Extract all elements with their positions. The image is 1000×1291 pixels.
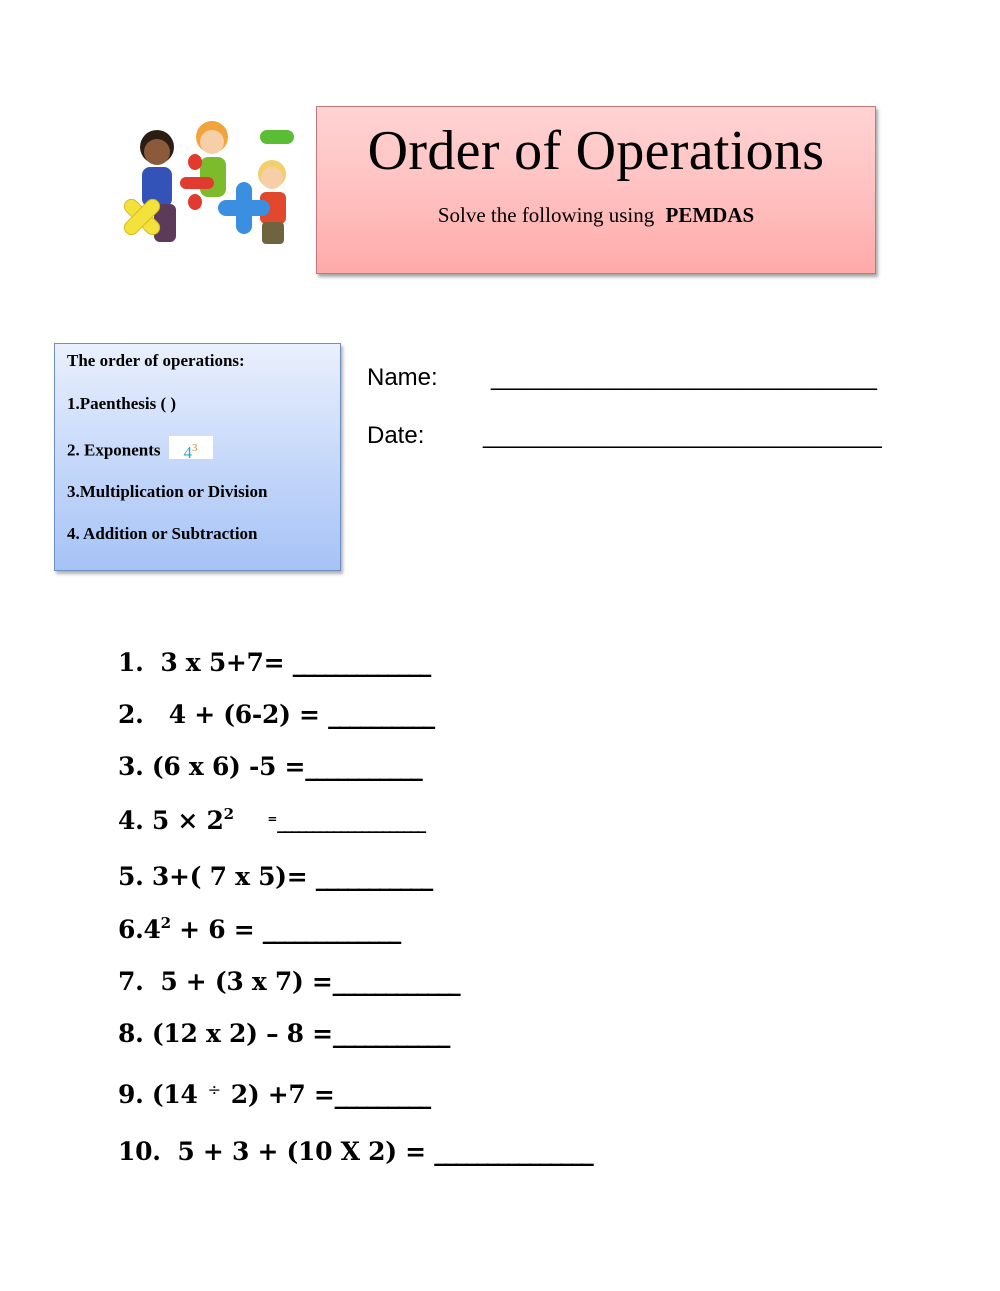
subtitle-emphasis: PEMDAS	[665, 203, 755, 227]
answer-blank[interactable]: _____________	[292, 648, 430, 677]
problem-10: 10. 5 + 3 + (10 X 2) = _______________	[118, 1137, 592, 1166]
rule-item-exponents	[67, 440, 213, 463]
kids-math-clipart	[112, 112, 312, 277]
order-of-operations-rules	[54, 343, 341, 571]
answer-blank[interactable]: ___________	[305, 752, 421, 781]
answer-blank[interactable]: ___________	[332, 1019, 449, 1048]
exponent-example: $4^3$	[169, 436, 213, 459]
subtitle-text: Solve the following using	[437, 203, 655, 227]
problem-4: 4. $5 \times 2^2$ =_____________________	[118, 805, 425, 835]
name-field	[367, 364, 877, 394]
name-blank[interactable]: ______________________________	[491, 364, 877, 391]
rule-item-label: 2. Exponents	[67, 440, 161, 460]
answer-blank[interactable]: _____________________	[277, 813, 425, 834]
problem-5: 5. 3+( 7 x 5)= ___________	[118, 862, 432, 891]
problem-6: $6.4^2 + 6$ = _____________	[118, 914, 400, 944]
date-field	[367, 422, 882, 452]
problem-7: 7. 5 + (3 x 7) =____________	[118, 967, 459, 996]
date-blank[interactable]: _______________________________	[483, 422, 882, 449]
title-banner	[316, 106, 876, 274]
problem-1: 1. 3 x 5+7= _____________	[118, 648, 430, 677]
name-label: Name:	[367, 364, 438, 391]
problem-9: 9. (14 ÷ 2) +7 =_________	[118, 1080, 430, 1109]
rules-heading: The order of operations:	[67, 351, 245, 370]
problem-8: 8. (12 x 2) – 8 =___________	[118, 1019, 449, 1048]
date-label: Date:	[367, 422, 425, 449]
subtitle	[317, 203, 875, 228]
answer-blank[interactable]: _____________	[262, 915, 400, 944]
answer-blank[interactable]: __________	[328, 700, 434, 729]
answer-blank[interactable]: _______________	[434, 1137, 592, 1166]
answer-blank[interactable]: _________	[334, 1080, 430, 1109]
problem-3: 3. (6 x 6) -5 =___________	[118, 752, 421, 781]
problem-2: 2. 4 + (6-2) = __________	[118, 700, 434, 729]
rule-item-parentheses: 1.Paenthesis ( )	[67, 394, 177, 413]
answer-blank[interactable]: ____________	[332, 967, 459, 996]
division-sign: ÷	[207, 1080, 221, 1099]
page-title: Order of Operations	[367, 120, 825, 182]
answer-blank[interactable]: ___________	[315, 862, 432, 891]
rule-item-addition-subtraction: 4. Addition or Subtraction	[67, 524, 258, 543]
rule-item-multiplication-division: 3.Multiplication or Division	[67, 482, 268, 501]
